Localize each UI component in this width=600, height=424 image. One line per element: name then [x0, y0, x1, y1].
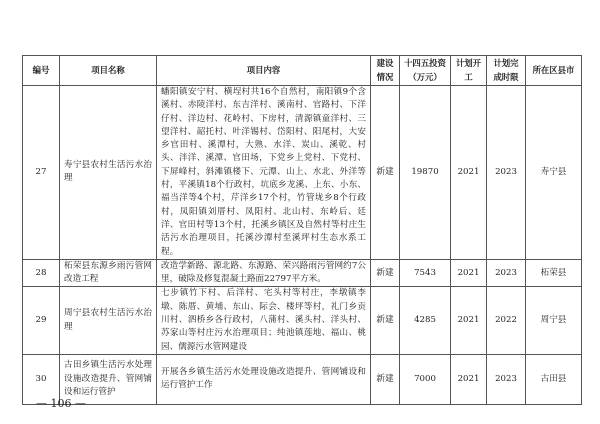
- header-name: 项目名称: [60, 56, 157, 86]
- row-start: 2021: [451, 86, 487, 260]
- row-name: 寿宁县农村生活污水治理: [60, 86, 157, 260]
- row-name: 周宁县农村生活污水治理: [60, 287, 157, 354]
- row-no: 28: [23, 259, 60, 287]
- header-content: 项目内容: [157, 56, 371, 86]
- row-no: 27: [23, 86, 60, 260]
- page-number: — 106 —: [36, 397, 86, 410]
- header-invest: 十四五投资（万元）: [400, 56, 451, 86]
- row-end: 2023: [487, 354, 526, 404]
- row-content: 蟠阳镇安宁村、横埕村共16个自然村，南阳镇9个含溪村、赤陵洋村、东吉洋村、溪南村、官路村、下洋仔村、洋边村、花岭村、下房村，清源镇童洋村、三望洋村、韶托村、叶洋锡村、岱阳村、阳尾村，大安乡官田村、溪潭村，大熟、水洋、炭山、溪乾、村头、泮洋、溪潭、官田场，下党乡上党村、下党村、下屏峰村，斜滩镇楼下、元潭、山上、水北、外洋等村，平溪镇18个行政村，坑底乡龙溪、上东、小东、福当洋等4个村，芹洋乡17个村，竹管垅乡8个行政村，凤阳镇刘厝村、凤阳村、北山村、东岭后、廷洋、官田村等13个村，托溪乡镇区及自然村等村庄生活污水治理项目，托溪沙潭村至溪坪村生态水系工程。: [157, 86, 371, 260]
- row-invest: 19870: [400, 86, 451, 260]
- row-no: 29: [23, 287, 60, 354]
- row-county: 古田县: [526, 354, 582, 404]
- header-status: 建设情况: [371, 56, 400, 86]
- table-header: [23, 56, 582, 86]
- table-row: [23, 86, 582, 260]
- row-content: 七步镇竹下村、后洋村、宅头村等村庄，李墩镇李墩、陈厝、黄埔、东山、际会、楼坪等村，礼门乡贡川村、泗桥乡各行政村，八蒲村、溪头村、洋头村、苏家山等村庄污水治理项目；纯池镇莲地、福山、桃园、儒源污水管网建设: [157, 287, 371, 354]
- row-start: 2021: [451, 354, 487, 404]
- row-name: 古田乡镇生活污水处理设施改造提升、管网铺设和运行管护: [60, 354, 157, 404]
- row-start: 2021: [451, 259, 487, 287]
- row-content: 开展各乡镇生活污水处理设施改造提升、管网铺设和运行管护工作: [157, 354, 371, 404]
- table-row: [23, 287, 582, 354]
- row-status: 新建: [371, 287, 400, 354]
- row-invest: 7000: [400, 354, 451, 404]
- table-row: [23, 354, 582, 404]
- header-county: 所在区县市: [526, 56, 582, 86]
- table-row: [23, 259, 582, 287]
- project-table: [22, 55, 582, 405]
- row-no: 30: [23, 354, 60, 404]
- row-county: 柘荣县: [526, 259, 582, 287]
- row-content: 改造学新路、源北路、东源路、荣兴路雨污管网约7公里，破除及修复混凝土路面22797平方米。: [157, 259, 371, 287]
- row-end: 2022: [487, 287, 526, 354]
- row-status: 新建: [371, 259, 400, 287]
- header-start: 计划开工: [451, 56, 487, 86]
- row-status: 新建: [371, 86, 400, 260]
- header-end: 计划完成时限: [487, 56, 526, 86]
- row-county: 寿宁县: [526, 86, 582, 260]
- header-no: 编号: [23, 56, 60, 86]
- row-invest: 4285: [400, 287, 451, 354]
- row-status: 新建: [371, 354, 400, 404]
- row-start: 2021: [451, 287, 487, 354]
- row-county: 周宁县: [526, 287, 582, 354]
- row-name: 柘荣县东源乡雨污管网改造工程: [60, 259, 157, 287]
- row-end: 2023: [487, 86, 526, 260]
- row-invest: 7543: [400, 259, 451, 287]
- row-end: 2023: [487, 259, 526, 287]
